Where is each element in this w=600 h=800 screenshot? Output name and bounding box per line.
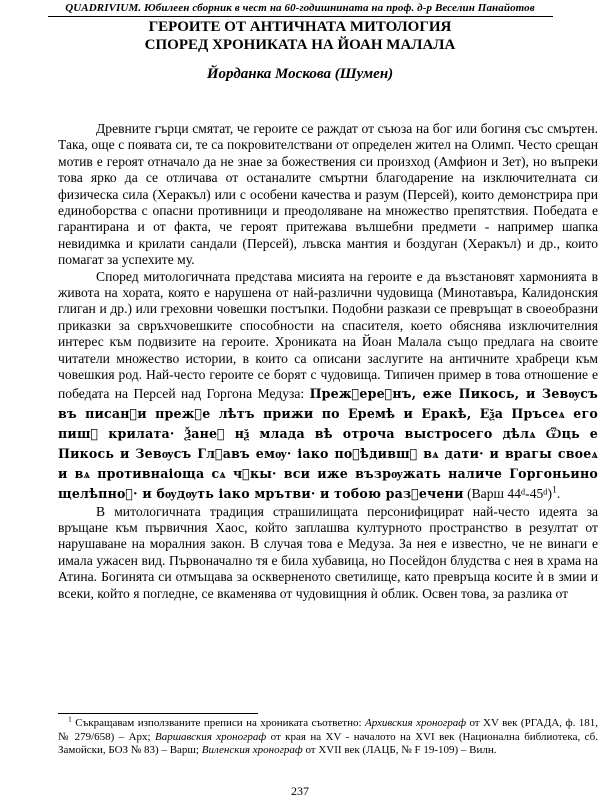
author-name: Йорданка Москова (Шумен) (206, 66, 394, 82)
paragraph-2: Според митологичната представа мисията на героите е да възстановят хармонията в живота на хората, която е нарушена от най-различни чудовища (Минотавъра, Калидонския глиган и др.) или греховни човешки постъпки. Подобни разкази се превръщат в своеобразни приказки за свръхчовешките способности на спасителя, което обяснява изключителния интерес към подвизите на героите. Хрониката на Йоан Малала също предлага на своите читатели множество истории, в които са описани заслугите на античните храбреци към човешкия род. Най-често героите се борят с чудовища. Типичен пример в това отношение е победата на Персей над Горгона Медуза: Прежⷣереⷱнъ, еже Пикось, и Зевѹсъ въ писанⷰи прежⷣе лѣтъ прижи по Еремѣ и Еракѣ, Еѯа Пръсеѧ его пишⷶ крилата· Ѯанеⷨ нѯ млада вѣ отроча выстросего дѣлѧ Ѿць е Пикось и Зевѹсъ Глⷡавъ емѹ· іако поⷠѣдившⷤ вѧ дати· и врагы своеѧ и вѧ противнаіоща сѧ чⷧкы· вси иже възрѹжать наличе Горгоньино щелѣпноⷮ· и бѹдѹть іако мрътви· и тобою разⷱечени (Варш 44ᵈ-45ᵈ)$^1$. (58, 268, 599, 501)
running-head-rule (48, 16, 553, 17)
footnote-number: 1 (68, 714, 72, 724)
paragraph-1: Древните гърци смятат, че героите се раждат от съюза на бог или богиня със смъртен. Така, още с появата си, те са покровителствани от определен жител на Олимп. Често срещан мотив е героят отначало да не знае за божествения си произход (Амфион и Зет), но въпреки това ярко да се отличава от останалите смъртни благодарение на изключителната си физическа сила (Херакъл) или с особени качества и разум (Персей), които демонстрира при единоборства с опасни противници и преодоляване на множество препятствия. Победата е гарантирана и от факта, че героят притежава вълшебни предмети - например шапка невидимка и крилати сандали (Персей), лъвска мантия и боздуган (Херакъл) и др., които помагат за успехите му. (58, 121, 598, 268)
article-title (0, 18, 600, 54)
footnote-rule (58, 713, 258, 714)
citation: (Варш 44ᵈ-45ᵈ) (467, 485, 553, 501)
footnote-source-title: Варшавския хронограф (155, 730, 267, 743)
page-number: 237 (291, 784, 309, 798)
paragraph-2-text: Според митологичната представа мисията на героите е да възстановят хармонията в живота на хората, която е нарушена от най-различни чудовища (Минотавъра, Калидонския глиган и др.) или греховни човешки постъпки. Подобни разкази се превръщат в своеобразни приказки за свръхчовешките способности на спасителя, което обяснява изключителния интерес към подвизите на героите. Хрониката на Йоан Малала също предлага на своите читатели множество истории, в които са описани заслугите на античните храбреци към човешкия род. Най-често героите се борят с чудовища. Типичен пример в това отношение е победата на Персей над Горгона Медуза: (58, 268, 598, 401)
footnote-source-title: Архивския хронограф (364, 717, 467, 729)
footnote-text: Съкращавам използваните преписи на хрониката съответно: (71, 717, 365, 729)
footnote-source-title: Виленския хронограф (201, 744, 303, 756)
footnote-text: от XVII век (ЛАЦБ, № F 19-109) – Вилн. (302, 744, 497, 756)
old-slavonic-quote: Прежⷣереⷱнъ, еже Пикось, и Зевѹсъ въ писанⷰи прежⷣе лѣтъ прижи по Еремѣ и Еракѣ, Еѯа Пръсеѧ его пишⷶ крилата· Ѯанеⷨ нѯ млада вѣ отроча выстросего дѣлѧ Ѿць е Пикось и Зевѹсъ Глⷡавъ емѹ· іако поⷠѣдившⷤ вѧ дати· и врагы своеѧ и вѧ противнаіоща сѧ чⷧкы· вси иже възрѹжать наличе Горгоньино щелѣпноⷮ· и бѹдѹть іако мрътви· и тобою разⷱечени (58, 385, 599, 501)
footnote-text: от XV век (РГАДА, ф. 181, № 279/658) – Арх; (58, 717, 598, 743)
paragraph-3: В митологичната традиция страшилищата персонифицират най-често идеята за връщане към първичния Хаос, който заплашва културното пространство в резултат от нарушаване на моралния закон. В случая това е Медуза. За нея е известно, че не винаги е имала ужасен вид. Първоначално тя е била хубавица, но Посейдон блудства с нея в храма на Атина. Богинята си отмъщава за оскверненото светилище, като превръща косите ѝ в змии и всеки, който я погледне, се вкаменява от чудовищния ѝ облик. Освен това, за разлика от (58, 503, 598, 601)
footnote-reference[interactable]: 1 (552, 484, 557, 495)
footnote (58, 714, 599, 758)
article-body (58, 121, 598, 602)
running-head: QUADRIVIUM. Юбилеен сборник в чест на 60-годишнината на проф. д-р Веселин Панайотов (65, 2, 535, 14)
title-line-1: ГЕРОИТЕ ОТ АНТИЧНАТА МИТОЛОГИЯ (148, 19, 452, 35)
footnote-text: от края на XV - началото на XVI век (Национална библиотека, сб. Замойски, БОЗ № 83) – Варш; (58, 730, 599, 756)
title-line-2: СПОРЕД ХРОНИКАТА НА ЙОАН МАЛАЛА (144, 37, 456, 53)
